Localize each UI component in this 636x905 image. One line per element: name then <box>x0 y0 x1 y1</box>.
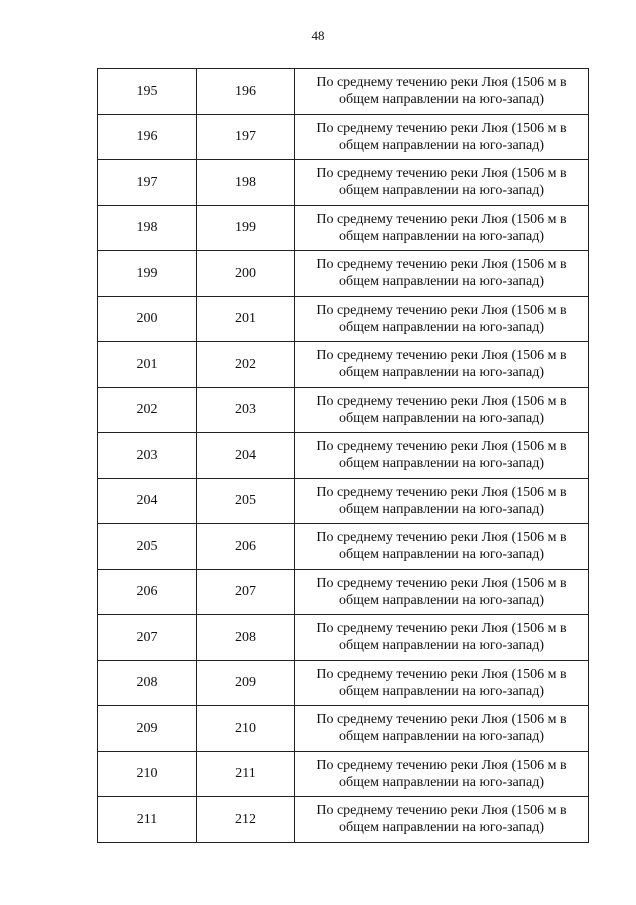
point-from-cell: 198 <box>98 205 197 251</box>
point-from-cell: 205 <box>98 524 197 570</box>
table-row <box>98 433 589 479</box>
boundary-description-cell: По среднему течению реки Люя (1506 м в общем направлении на юго-запад) <box>295 296 589 342</box>
point-to-cell: 207 <box>197 569 295 615</box>
point-from-cell: 200 <box>98 296 197 342</box>
point-from-cell: 196 <box>98 114 197 160</box>
boundary-description-cell: По среднему течению реки Люя (1506 м в общем направлении на юго-запад) <box>295 251 589 297</box>
point-from-cell: 201 <box>98 342 197 388</box>
boundary-description-cell: По среднему течению реки Люя (1506 м в общем направлении на юго-запад) <box>295 569 589 615</box>
table-row <box>98 387 589 433</box>
point-from-cell: 204 <box>98 478 197 524</box>
point-to-cell: 203 <box>197 387 295 433</box>
table-row <box>98 114 589 160</box>
point-to-cell: 196 <box>197 69 295 115</box>
point-from-cell: 206 <box>98 569 197 615</box>
boundary-description-cell: По среднему течению реки Люя (1506 м в общем направлении на юго-запад) <box>295 751 589 797</box>
point-from-cell: 208 <box>98 660 197 706</box>
table-row <box>98 569 589 615</box>
table-row <box>98 797 589 843</box>
boundary-description-cell: По среднему течению реки Люя (1506 м в общем направлении на юго-запад) <box>295 478 589 524</box>
boundary-description-cell: По среднему течению реки Люя (1506 м в общем направлении на юго-запад) <box>295 524 589 570</box>
point-to-cell: 197 <box>197 114 295 160</box>
boundary-description-cell: По среднему течению реки Люя (1506 м в общем направлении на юго-запад) <box>295 387 589 433</box>
point-to-cell: 210 <box>197 706 295 752</box>
table-row <box>98 205 589 251</box>
point-to-cell: 205 <box>197 478 295 524</box>
boundary-description-cell: По среднему течению реки Люя (1506 м в общем направлении на юго-запад) <box>295 615 589 661</box>
point-from-cell: 211 <box>98 797 197 843</box>
point-from-cell: 199 <box>98 251 197 297</box>
boundary-description-cell: По среднему течению реки Люя (1506 м в общем направлении на юго-запад) <box>295 660 589 706</box>
boundary-description-cell: По среднему течению реки Люя (1506 м в общем направлении на юго-запад) <box>295 797 589 843</box>
table-row <box>98 751 589 797</box>
table-row <box>98 296 589 342</box>
table-row <box>98 251 589 297</box>
point-to-cell: 199 <box>197 205 295 251</box>
table-row <box>98 160 589 206</box>
boundary-description-cell: По среднему течению реки Люя (1506 м в общем направлении на юго-запад) <box>295 114 589 160</box>
table-row <box>98 615 589 661</box>
point-to-cell: 200 <box>197 251 295 297</box>
point-to-cell: 204 <box>197 433 295 479</box>
table-body <box>98 69 589 843</box>
table-row <box>98 69 589 115</box>
table-row <box>98 660 589 706</box>
point-from-cell: 202 <box>98 387 197 433</box>
boundary-description-cell: По среднему течению реки Люя (1506 м в общем направлении на юго-запад) <box>295 160 589 206</box>
point-to-cell: 211 <box>197 751 295 797</box>
point-from-cell: 203 <box>98 433 197 479</box>
boundary-description-cell: По среднему течению реки Люя (1506 м в общем направлении на юго-запад) <box>295 342 589 388</box>
point-to-cell: 212 <box>197 797 295 843</box>
boundary-description-cell: По среднему течению реки Люя (1506 м в общем направлении на юго-запад) <box>295 205 589 251</box>
point-to-cell: 208 <box>197 615 295 661</box>
point-from-cell: 207 <box>98 615 197 661</box>
point-from-cell: 195 <box>98 69 197 115</box>
table-row <box>98 478 589 524</box>
table-row <box>98 342 589 388</box>
boundary-description-cell: По среднему течению реки Люя (1506 м в общем направлении на юго-запад) <box>295 69 589 115</box>
point-to-cell: 201 <box>197 296 295 342</box>
point-from-cell: 197 <box>98 160 197 206</box>
point-from-cell: 210 <box>98 751 197 797</box>
boundary-description-cell: По среднему течению реки Люя (1506 м в общем направлении на юго-запад) <box>295 433 589 479</box>
point-to-cell: 206 <box>197 524 295 570</box>
point-to-cell: 202 <box>197 342 295 388</box>
point-from-cell: 209 <box>98 706 197 752</box>
point-to-cell: 198 <box>197 160 295 206</box>
page-number: 48 <box>311 28 325 43</box>
boundary-table <box>97 68 589 843</box>
point-to-cell: 209 <box>197 660 295 706</box>
table-row <box>98 706 589 752</box>
table-row <box>98 524 589 570</box>
boundary-description-cell: По среднему течению реки Люя (1506 м в общем направлении на юго-запад) <box>295 706 589 752</box>
